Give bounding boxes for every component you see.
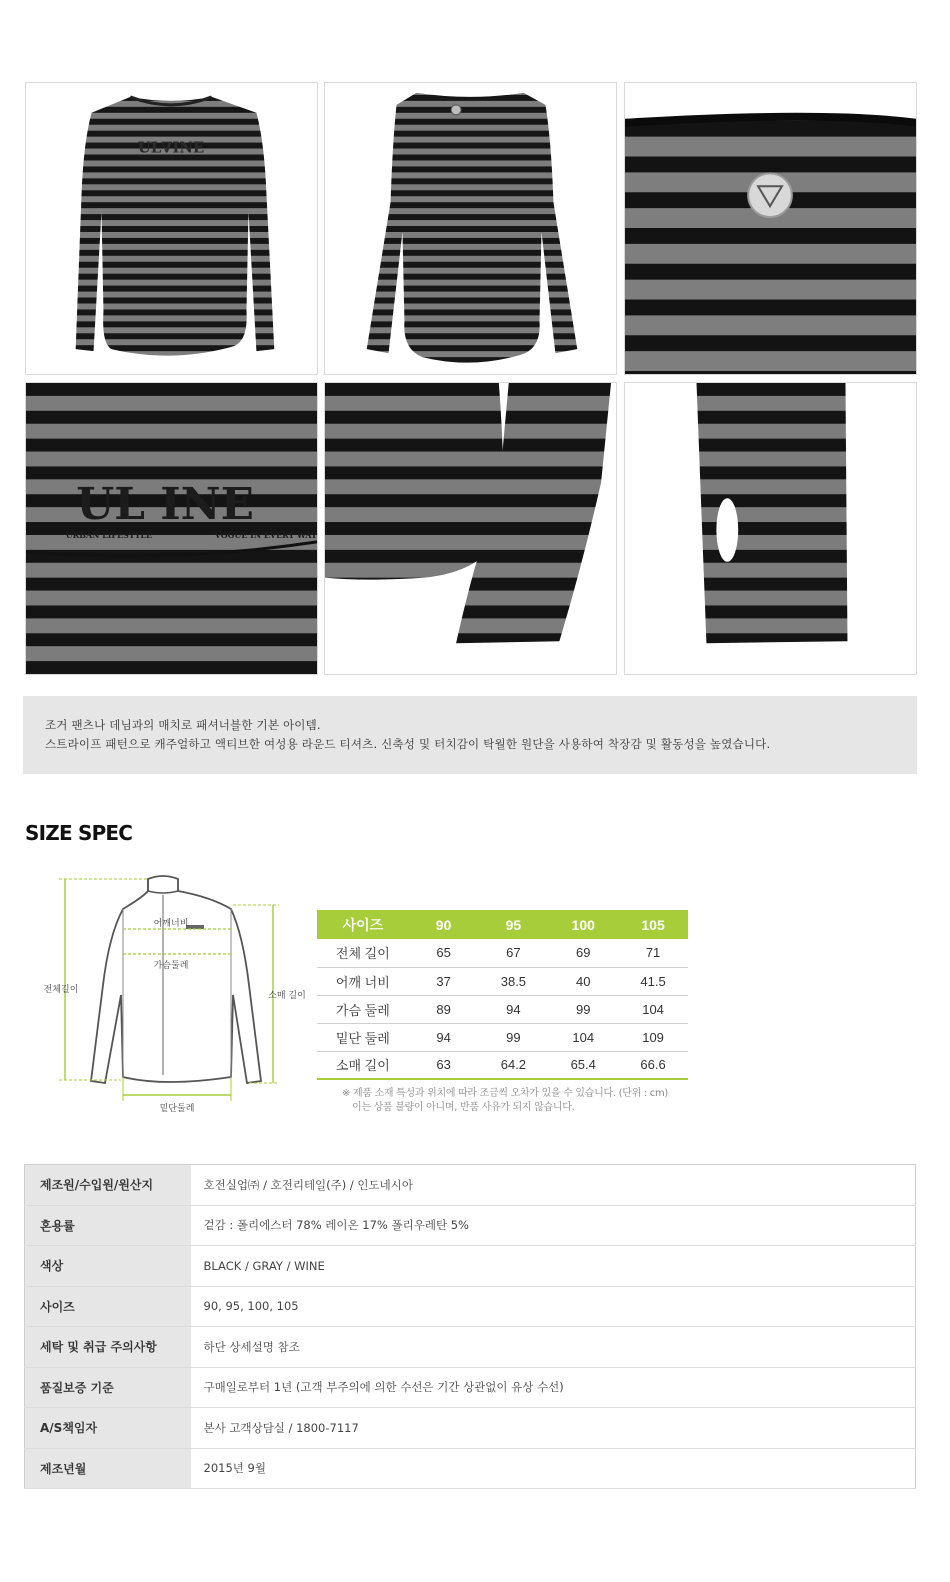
description-line-2: 스트라이프 패턴으로 캐주얼하고 액티브한 여성용 라운드 티셔츠. 신축성 및 터치감이 탁월한 원단을 사용하여 착장감 및 활동성을 높였습니다. xyxy=(45,737,771,751)
hem-sleeve-detail-photo xyxy=(324,382,617,675)
size-table-row xyxy=(317,995,688,1023)
size-cell: 66.6 xyxy=(618,1051,688,1079)
size-cell: 41.5 xyxy=(618,967,688,995)
info-value: BLACK / GRAY / WINE xyxy=(191,1246,916,1287)
info-value: 하단 상세설명 참조 xyxy=(191,1327,916,1368)
size-table-row xyxy=(317,939,688,967)
size-note xyxy=(342,1087,668,1115)
size-cell: 65 xyxy=(409,939,479,967)
svg-text:UL∇INE: UL∇INE xyxy=(137,138,205,157)
size-table-header: 100 xyxy=(548,910,618,939)
product-info-table xyxy=(24,1164,916,1489)
size-table-header: 105 xyxy=(618,910,688,939)
size-note-line-1: ※ 제품 소재 특성과 위치에 따라 조금씩 오차가 있을 수 있습니다. (단위 : cm) xyxy=(342,1088,669,1099)
size-row-label: 어깨 너비 xyxy=(317,967,409,995)
info-value: 2015년 9월 xyxy=(191,1448,916,1489)
logo-sub-left: URBAN LIFESTYLE xyxy=(65,530,153,540)
size-cell: 67 xyxy=(478,939,548,967)
back-badge-detail-photo xyxy=(624,82,917,375)
cuff-thumbhole-detail-photo xyxy=(624,382,917,675)
size-table-row xyxy=(317,967,688,995)
info-key: 제조년월 xyxy=(25,1448,191,1489)
size-cell: 38.5 xyxy=(478,967,548,995)
diagram-label-total-length: 전체길이 xyxy=(43,985,79,995)
diagram-label-chest: 가슴둘레 xyxy=(153,961,189,971)
size-cell: 65.4 xyxy=(548,1051,618,1079)
info-key: 세탁 및 취급 주의사항 xyxy=(25,1327,191,1368)
size-table-header: 90 xyxy=(409,910,479,939)
size-table-row xyxy=(317,1051,688,1079)
info-key: A/S책임자 xyxy=(25,1408,191,1449)
info-key: 혼용률 xyxy=(25,1205,191,1246)
size-cell: 64.2 xyxy=(478,1051,548,1079)
size-cell: 94 xyxy=(409,1023,479,1051)
diagram-label-sleeve-length: 소매 길이 xyxy=(268,991,306,1001)
info-row xyxy=(25,1246,916,1287)
size-row-label: 가슴 둘레 xyxy=(317,995,409,1023)
info-row xyxy=(25,1327,916,1368)
info-value: 본사 고객상담실 / 1800-7117 xyxy=(191,1408,916,1449)
size-table-header: 사이즈 xyxy=(317,910,409,939)
size-cell: 71 xyxy=(618,939,688,967)
diagram-label-hem: 밑단둘레 xyxy=(159,1104,195,1114)
size-cell: 37 xyxy=(409,967,479,995)
size-row-label: 전체 길이 xyxy=(317,939,409,967)
size-cell: 104 xyxy=(618,995,688,1023)
size-cell: 99 xyxy=(548,995,618,1023)
description-line-1: 조거 팬츠나 데님과의 매치로 패셔너블한 기본 아이템. xyxy=(45,718,321,732)
size-cell: 69 xyxy=(548,939,618,967)
info-value: 겉감 : 폴리에스터 78% 레이온 17% 폴리우레탄 5% xyxy=(191,1205,916,1246)
info-value: 호전실업㈜ / 호전리테일(주) / 인도네시아 xyxy=(191,1165,916,1206)
size-table-header: 95 xyxy=(478,910,548,939)
info-key: 사이즈 xyxy=(25,1286,191,1327)
info-key: 제조원/수입원/원산지 xyxy=(25,1165,191,1206)
info-row xyxy=(25,1286,916,1327)
size-table-header-row xyxy=(317,910,688,939)
info-key: 품질보증 기준 xyxy=(25,1367,191,1408)
info-value: 90, 95, 100, 105 xyxy=(191,1286,916,1327)
size-cell: 104 xyxy=(548,1023,618,1051)
info-key: 색상 xyxy=(25,1246,191,1287)
info-row xyxy=(25,1448,916,1489)
size-row-label: 밑단 둘레 xyxy=(317,1023,409,1051)
back-view-photo xyxy=(324,82,617,375)
diagram-label-shoulder: 어깨너비 xyxy=(153,919,189,929)
info-row xyxy=(25,1165,916,1206)
front-view-photo xyxy=(25,82,318,375)
size-table-row xyxy=(317,1023,688,1051)
size-cell: 63 xyxy=(409,1051,479,1079)
size-table xyxy=(317,910,688,1080)
size-cell: 94 xyxy=(478,995,548,1023)
front-logo-detail-photo xyxy=(25,382,318,675)
size-cell: 109 xyxy=(618,1023,688,1051)
size-spec-title: SIZE SPEC xyxy=(25,821,133,845)
size-diagram xyxy=(25,865,315,1125)
size-cell: 89 xyxy=(409,995,479,1023)
size-cell: 40 xyxy=(548,967,618,995)
info-row xyxy=(25,1205,916,1246)
info-value: 구매일로부터 1년 (고객 부주의에 의한 수선은 기간 상관없이 유상 수선) xyxy=(191,1367,916,1408)
logo-print-text: UL INE xyxy=(76,479,254,531)
size-row-label: 소매 길이 xyxy=(317,1051,409,1079)
logo-sub-right: VOGUE IN EVERY WAY xyxy=(214,530,317,540)
info-row xyxy=(25,1367,916,1408)
size-note-line-2: 이는 상품 불량이 아니며, 반품 사유가 되지 않습니다. xyxy=(352,1102,575,1113)
product-description xyxy=(23,696,917,774)
size-cell: 99 xyxy=(478,1023,548,1051)
info-row xyxy=(25,1408,916,1449)
